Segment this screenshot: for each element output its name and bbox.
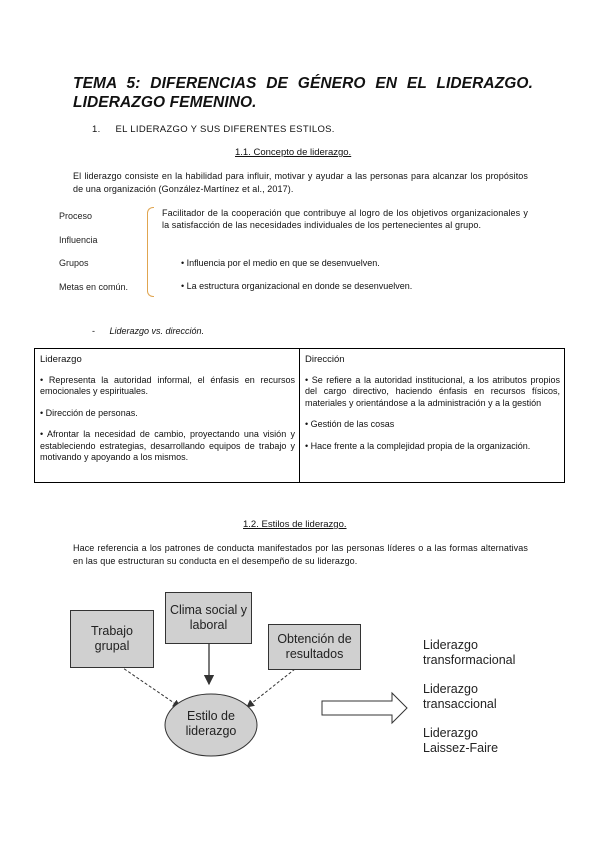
box-clima-social [165, 592, 252, 644]
box-trabajo-grupal [70, 610, 154, 668]
component-grupos: Grupos [59, 258, 89, 268]
facilitator-note: Facilitador de la cooperación que contribuye al logro de los objetivos organizacionales y la satisfacción de las necesidades individuales de los pertenecientes al grupo. [162, 208, 528, 230]
direccion-item: • Se refiere a la autoridad institucional, a los atributos propios del cargo directivo, haciendo énfasis en recursos físicos, materiales y orientándose a la administración y a la gestión [305, 374, 560, 408]
title-line-1: TEMA 5: DIFERENCIAS DE GÉNERO EN EL LIDERAZGO. [73, 75, 533, 92]
section-1-heading [92, 124, 335, 135]
style-laissez-faire: Liderazgo Laissez-Faire [423, 726, 499, 755]
section-1-label: EL LIDERAZGO Y SUS DIFERENTES ESTILOS. [115, 124, 335, 135]
right-arrow-icon [322, 693, 407, 723]
styles-paragraph: Hace referencia a los patrones de conducta manifestados por las personas líderes o a las formas alternativas en las que estructuran su conducta en el desempeño de su liderazgo. [73, 543, 528, 566]
connector-trabajo [120, 666, 180, 707]
component-proceso: Proceso [59, 211, 93, 221]
connector-obtencion [247, 669, 295, 707]
page-title [73, 74, 533, 112]
section-1-number: 1. [92, 124, 101, 135]
subsection-1-1-heading: 1.1. Concepto de liderazgo. [235, 147, 352, 158]
component-influencia: Influencia [59, 235, 98, 245]
component-metas: Metas en común. [59, 282, 129, 292]
grouping-bracket [147, 207, 154, 297]
table-row [35, 349, 565, 483]
box-obtencion-label: Obtención de resultados [277, 632, 352, 661]
subsection-1-2-heading: 1.2. Estilos de liderazgo. [243, 519, 347, 530]
box-trabajo-label: Trabajo grupal [91, 624, 133, 653]
leadership-diagram [0, 580, 600, 770]
influence-note: • Influencia por el medio en que se desenvuelven. [181, 258, 380, 268]
direccion-column [300, 349, 565, 483]
liderazgo-item: • Afrontar la necesidad de cambio, proyectando una visión y estableciendo estrategias, desarrollando equipos de trabajo y motivando y apoyando a los mismos. [40, 429, 295, 462]
box-obtencion-resultados [268, 624, 361, 670]
center-label: Estilo de liderazgo [185, 709, 237, 738]
style-transformacional: Liderazgo transformacional [423, 638, 516, 667]
comparison-dash: - [92, 326, 95, 336]
title-line-2: LIDERAZGO FEMENINO. [73, 94, 257, 111]
style-transaccional: Liderazgo transaccional [423, 682, 497, 711]
liderazgo-header: Liderazgo [40, 354, 82, 365]
direccion-header: Dirección [305, 354, 345, 365]
liderazgo-item: • Representa la autoridad informal, el énfasis en recursos emocionales y espirituales. [40, 374, 295, 396]
comparison-heading-text: Liderazgo vs. dirección. [109, 326, 205, 336]
comparison-table [34, 348, 565, 483]
definition-paragraph: El liderazgo consiste en la habilidad para influir, motivar y ayudar a las personas para alcanzar los propósitos de una organización (González-Martínez et al., 2017). [73, 171, 528, 194]
liderazgo-column [35, 349, 300, 483]
direccion-item: • Gestión de las cosas [305, 419, 395, 429]
box-clima-label: Clima social y laboral [169, 603, 248, 632]
direccion-item: • Hace frente a la complejidad propia de la organización. [305, 440, 531, 451]
structure-note: • La estructura organizacional en donde se desenvuelven. [181, 281, 413, 291]
comparison-heading [92, 326, 204, 336]
liderazgo-item: • Dirección de personas. [40, 407, 138, 418]
